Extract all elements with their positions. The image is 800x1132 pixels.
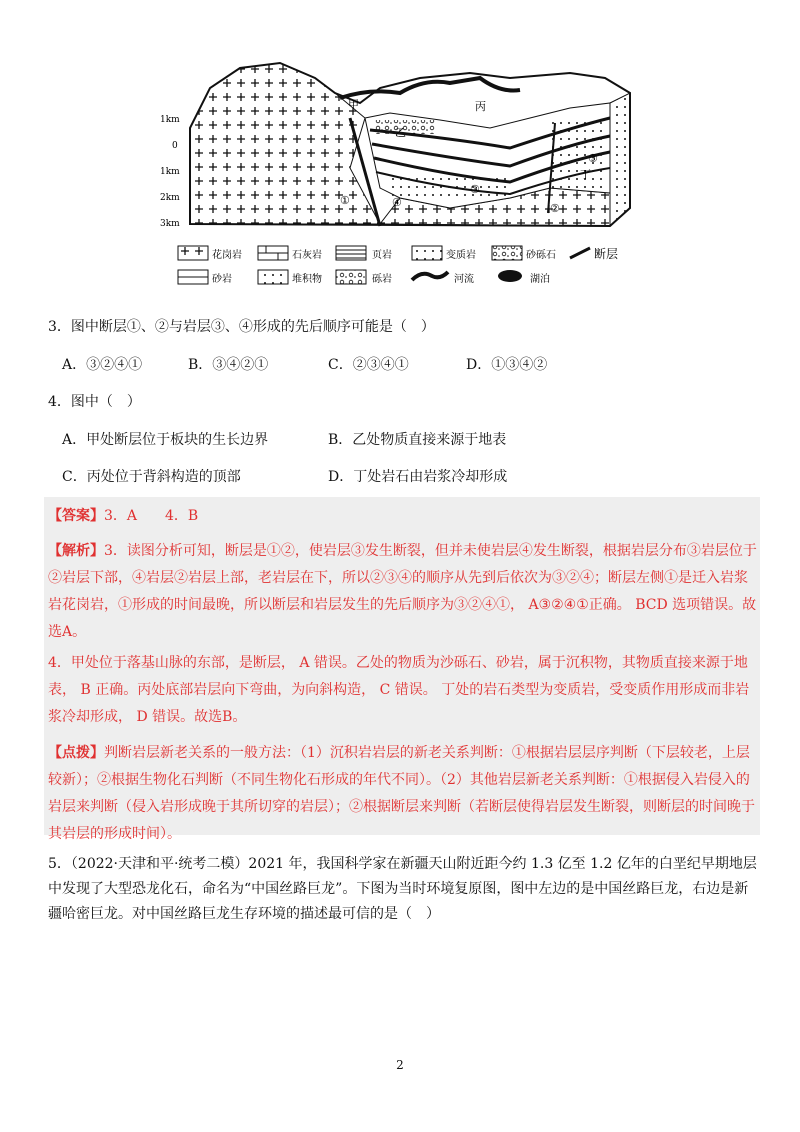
axis-label: 1km xyxy=(160,115,180,125)
q4-option-d: D．丁处岩石由岩浆冷却形成 xyxy=(328,469,508,485)
q4-option-c: C．丙处位于背斜构造的顶部 xyxy=(62,469,241,485)
axis-label: 1km xyxy=(160,167,180,177)
legend-conglomerate: 砾岩 xyxy=(372,274,392,285)
analysis-4-text: 4．甲处位于落基山脉的东部，是断层， A 错误。乙处的物质为沙砾石、砂岩，属于沉积物，其物质直接来源于地表， B 正确。丙处底部岩层向下弯曲，为向斜构造， C 错误。 丁处的岩石类型为变质岩，受变质作用形成而非岩浆冷却形成， D 错误。故选B。 xyxy=(48,655,750,725)
q3-option-b: B．③④②① xyxy=(188,357,269,373)
legend-lake: 湖泊 xyxy=(530,274,550,285)
question-5-stem xyxy=(48,852,760,927)
legend-limestone: 石灰岩 xyxy=(292,250,322,261)
analysis-4 xyxy=(48,650,758,731)
q4-option-b: B．乙处物质直接来源于地表 xyxy=(328,432,507,448)
label-layer-3: ③ xyxy=(470,183,480,196)
geology-cross-section-figure xyxy=(150,48,640,288)
answer-text: 3．A 4．B xyxy=(104,508,199,524)
legend-metamorphic: 变质岩 xyxy=(446,250,476,261)
axis-label: 2km xyxy=(160,193,180,203)
legend-gravel: 砂砾石 xyxy=(526,250,556,261)
legend-deposit: 堆积物 xyxy=(292,274,322,285)
tip-text: 判断岩层新老关系的一般方法：（1）沉积岩岩层的新老关系判断：①根据岩层层序判断（下层较老，上层较新）；②根据生物化石判断（不同生物化石形成的年代不同）。（2）其他岩层新老关系判断：①根据侵入岩侵入的岩层来判断（侵入岩形成晚于其所切穿的岩层）；②根据断层来判断（若断层使得岩层发生断裂，则断层的时间晚于其岩层的形成时间）。 xyxy=(48,745,755,842)
legend-shale: 页岩 xyxy=(372,250,392,261)
analysis-tag: 【解析】 xyxy=(48,543,104,559)
question-3-stem: 3．图中断层①、②与岩层③、④形成的先后顺序可能是（ ） xyxy=(48,319,435,335)
label-yi: 乙 xyxy=(395,126,406,139)
analysis-3-text: 3．读图分析可知，断层是①②，使岩层③发生断裂，但并未使岩层④发生断裂，根据岩层分布③岩层位于②岩层下部，④岩层②岩层上部，老岩层在下，所以②③④的顺序从先到后依次为③②④；断层左侧①是迁入岩浆岩花岗岩，①形成的时间最晚，所以断层和岩层发生的先后顺序为③②④①， A③②④①正确。 BCD 选项错误。故选A。 xyxy=(48,543,757,640)
label-jia: 甲 xyxy=(348,98,359,111)
answer-tag: 【答案】 xyxy=(48,508,104,524)
q4-option-a: A．甲处断层位于板块的生长边界 xyxy=(62,432,269,448)
analysis-3 xyxy=(48,538,758,646)
question-5-text: 5．（2022·天津和平·统考二模）2021 年，我国科学家在新疆天山附近距今约 1.3 亿至 1.2 亿年的白垩纪早期地层中发现了大型恐龙化石，命名为“中国丝路巨龙”。下图为当时环境复原图，图中左边的是中国丝路巨龙，右边是新疆哈密巨龙。对中国丝路巨龙生存环境的描述最可信的是（ ） xyxy=(48,856,757,922)
legend-fault: 断层 xyxy=(594,247,619,261)
question-4-stem: 4．图中（ ） xyxy=(48,394,141,410)
answer-section xyxy=(48,503,758,530)
label-ding: 丁 xyxy=(580,168,591,181)
axis-label: 3km xyxy=(160,219,180,229)
label-fault-2: ② xyxy=(550,202,560,215)
q3-option-c: C．②③④① xyxy=(328,357,409,373)
legend-river: 河流 xyxy=(454,274,474,285)
label-bing: 丙 xyxy=(475,100,486,113)
label-layer-3b: ③ xyxy=(588,152,598,165)
q3-option-a: A．③②④① xyxy=(62,357,143,373)
label-layer-4: ④ xyxy=(392,196,402,209)
tip-section xyxy=(48,740,758,848)
legend-granite: 花岗岩 xyxy=(212,250,242,261)
legend-sandstone: 砂岩 xyxy=(212,274,232,285)
axis-label: 0 xyxy=(172,141,178,151)
tip-tag: 【点拨】 xyxy=(48,745,104,761)
label-fault-1: ① xyxy=(340,194,350,207)
page-number: 2 xyxy=(396,1058,404,1072)
q3-option-d: D．①③④② xyxy=(466,357,548,373)
